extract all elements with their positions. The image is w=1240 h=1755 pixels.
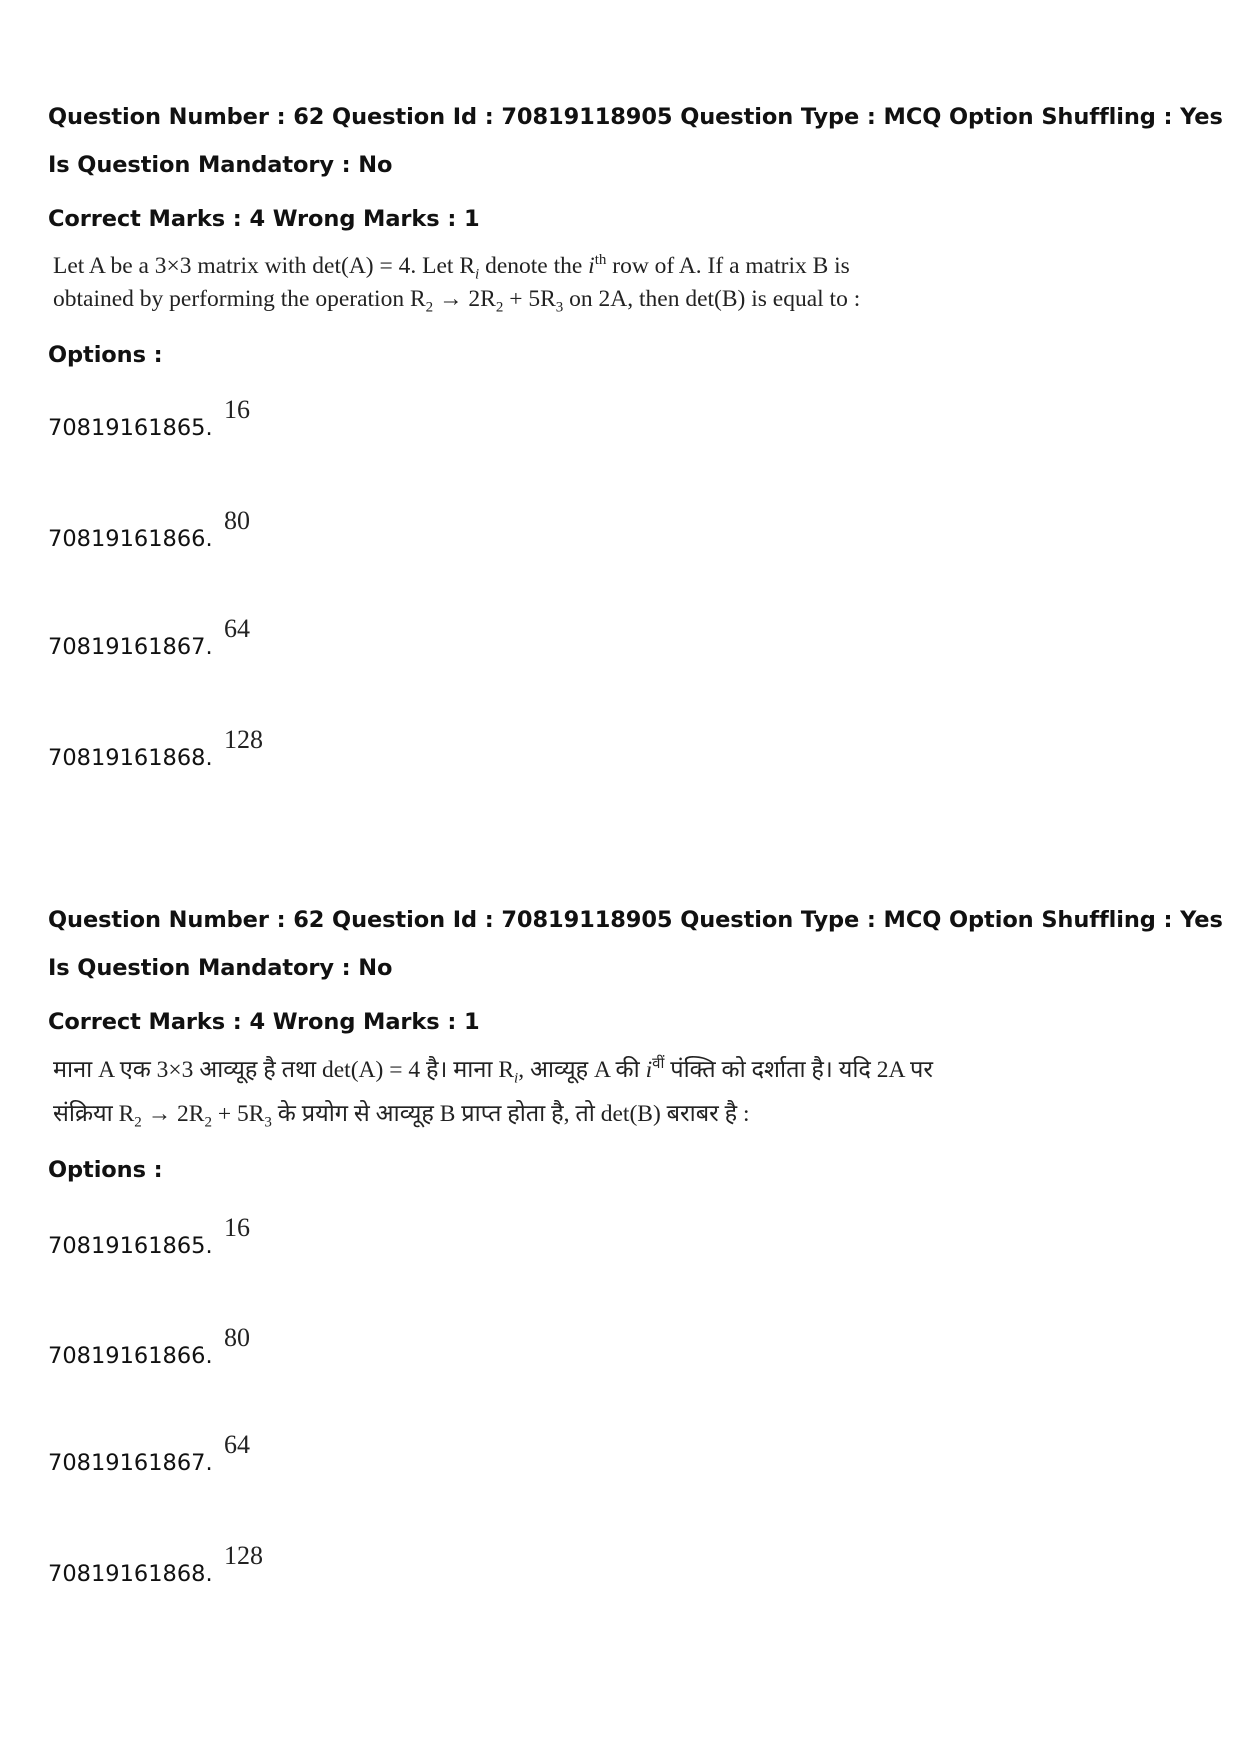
option-value: 16	[224, 395, 250, 424]
mandatory-line: Is Question Mandatory : No	[48, 955, 393, 981]
question-text-line-2: obtained by performing the operation $R_2 \to 2R_2 + 5R_3$ on 2A, then det(B) is equal to :	[53, 286, 861, 316]
option-value: 64	[224, 1430, 250, 1459]
option-id: 70819161866.	[48, 1343, 213, 1369]
option-id: 70819161868.	[48, 1561, 213, 1587]
option-value: 16	[224, 1213, 250, 1242]
option-value: 128	[224, 1541, 263, 1570]
question-text-line-2: संक्रिया $R_2 \to 2R_2 + 5R_3$ के प्रयोग से आव्यूह B प्राप्त होता है, तो det(B) बराबर है :	[53, 1101, 750, 1131]
options-label: Options :	[48, 1157, 163, 1183]
options-label: Options :	[48, 342, 163, 368]
marks-line: Correct Marks : 4 Wrong Marks : 1	[48, 206, 480, 232]
option-value: 64	[224, 614, 250, 643]
option-value: 80	[224, 506, 250, 535]
option-id: 70819161867.	[48, 1450, 213, 1476]
option-value: 80	[224, 1323, 250, 1352]
option-id: 70819161868.	[48, 745, 213, 771]
question-meta-line: Question Number : 62 Question Id : 70819118905 Question Type : MCQ Option Shuffling : Yes	[48, 104, 1223, 130]
question-text-line-1: माना A एक 3×3 आव्यूह है तथा det(A) = 4 है। माना $R_i$, आव्यूह A की $i^{वीं}$ पंक्ति को दर्शाता है। यदि 2A पर	[53, 1056, 934, 1087]
mandatory-line: Is Question Mandatory : No	[48, 152, 393, 178]
question-meta-line: Question Number : 62 Question Id : 70819118905 Question Type : MCQ Option Shuffling : Yes	[48, 907, 1223, 933]
option-id: 70819161867.	[48, 634, 213, 660]
question-text-line-1: Let A be a 3×3 matrix with det(A) = 4. Let $R_i$ denote the $i^{th}$ row of A. If a matrix B is	[53, 252, 850, 283]
marks-line: Correct Marks : 4 Wrong Marks : 1	[48, 1009, 480, 1035]
option-value: 128	[224, 725, 263, 754]
option-id: 70819161865.	[48, 1233, 213, 1259]
option-id: 70819161865.	[48, 415, 213, 441]
option-id: 70819161866.	[48, 526, 213, 552]
